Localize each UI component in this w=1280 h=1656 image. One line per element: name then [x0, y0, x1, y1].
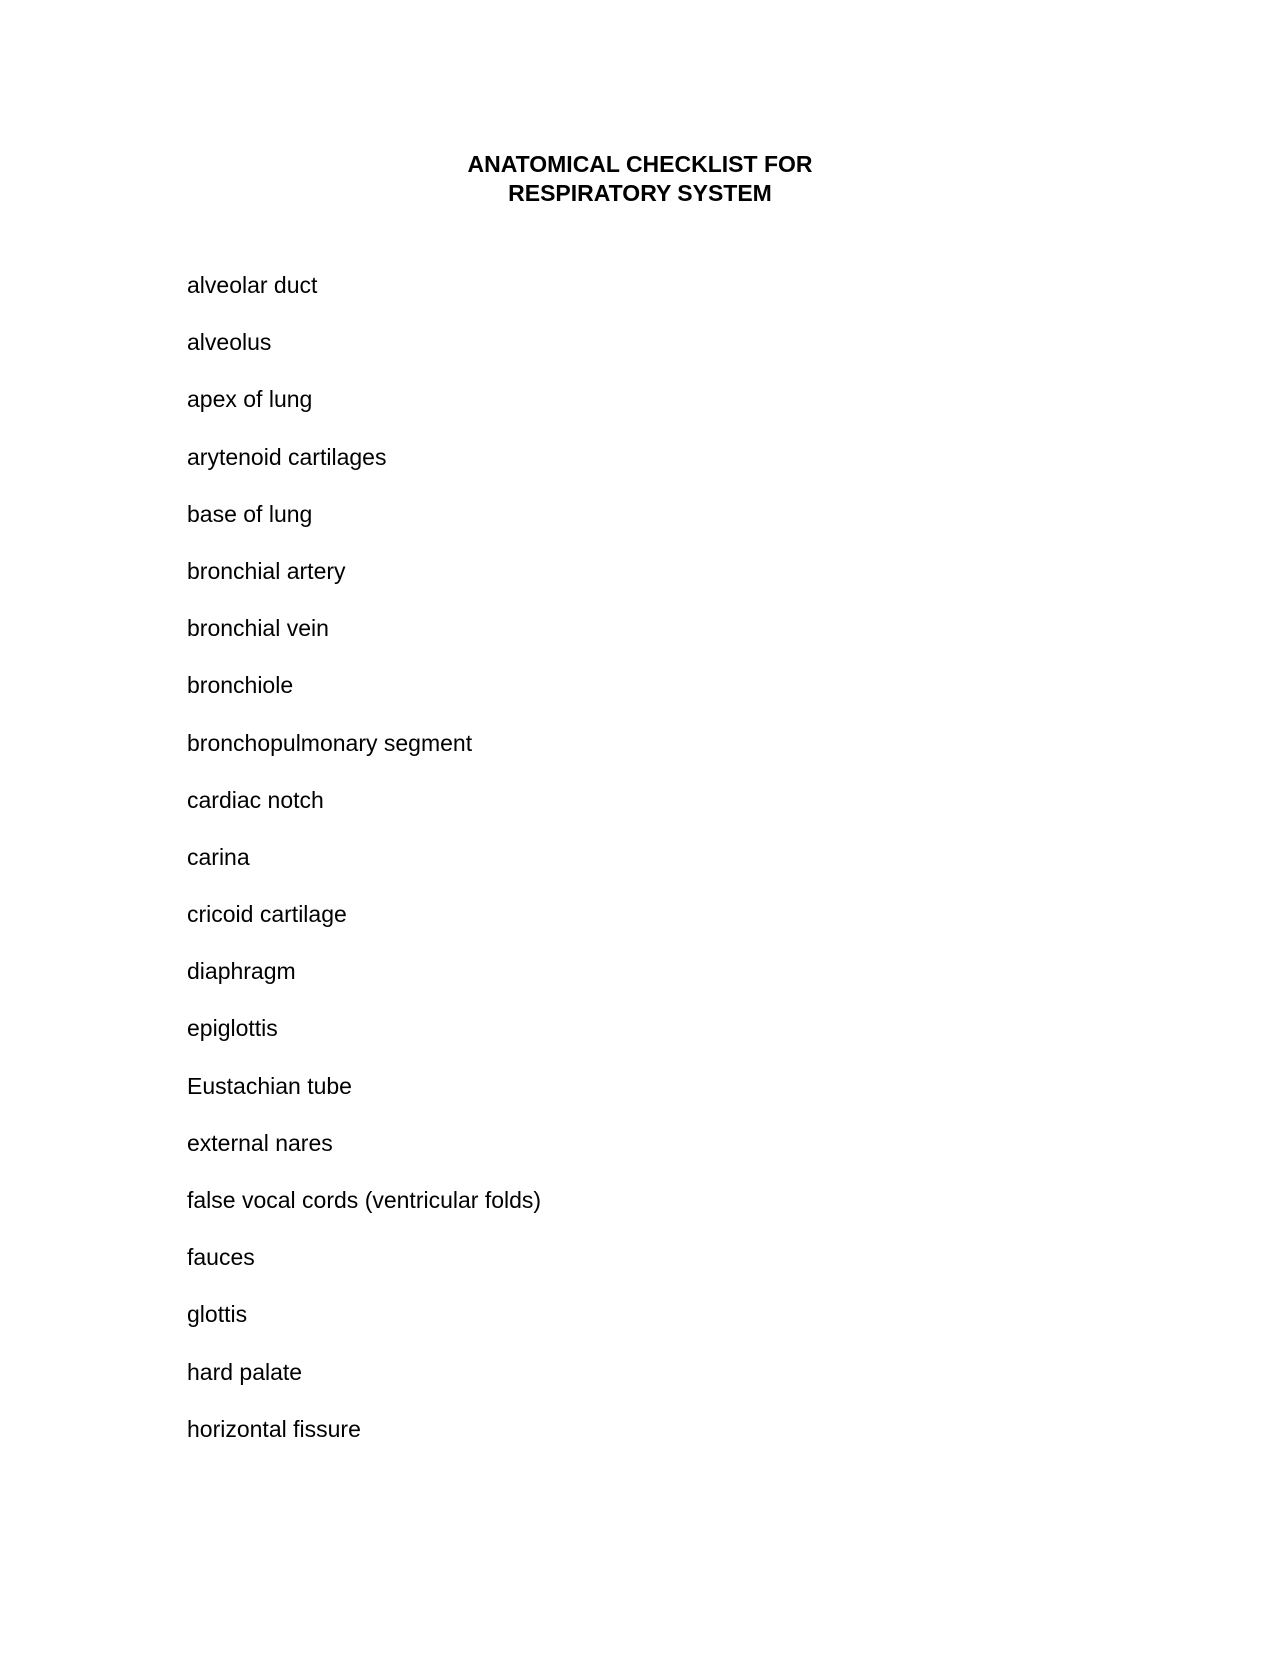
checklist-item: alveolar duct — [187, 272, 318, 298]
checklist-item: external nares — [187, 1129, 333, 1156]
checklist-item: apex of lung — [187, 386, 313, 413]
checklist-item: diaphragm — [187, 958, 296, 985]
page-title — [0, 150, 1280, 208]
checklist-item: fauces — [187, 1244, 255, 1271]
checklist-item: cardiac notch — [187, 786, 324, 813]
checklist — [187, 270, 541, 1471]
checklist-item: alveolus — [187, 329, 272, 356]
checklist-item: epiglottis — [187, 1015, 278, 1042]
checklist-item: glottis — [187, 1301, 248, 1328]
checklist-item: base of lung — [187, 500, 313, 527]
checklist-item: bronchiole — [187, 672, 294, 699]
checklist-item: carina — [187, 843, 250, 870]
page-title-line-1: ANATOMICAL CHECKLIST FOR — [467, 151, 813, 177]
checklist-item: Eustachian tube — [187, 1072, 352, 1099]
checklist-item: bronchopulmonary segment — [187, 729, 473, 756]
checklist-item: arytenoid cartilages — [187, 443, 387, 470]
checklist-item: false vocal cords (ventricular folds) — [187, 1187, 542, 1213]
page-title-line-2: RESPIRATORY SYSTEM — [508, 180, 772, 206]
checklist-item: hard palate — [187, 1358, 303, 1385]
checklist-item: bronchial artery — [187, 557, 346, 584]
checklist-item: bronchial vein — [187, 615, 329, 642]
checklist-item: horizontal fissure — [187, 1415, 361, 1442]
checklist-item: cricoid cartilage — [187, 901, 347, 928]
